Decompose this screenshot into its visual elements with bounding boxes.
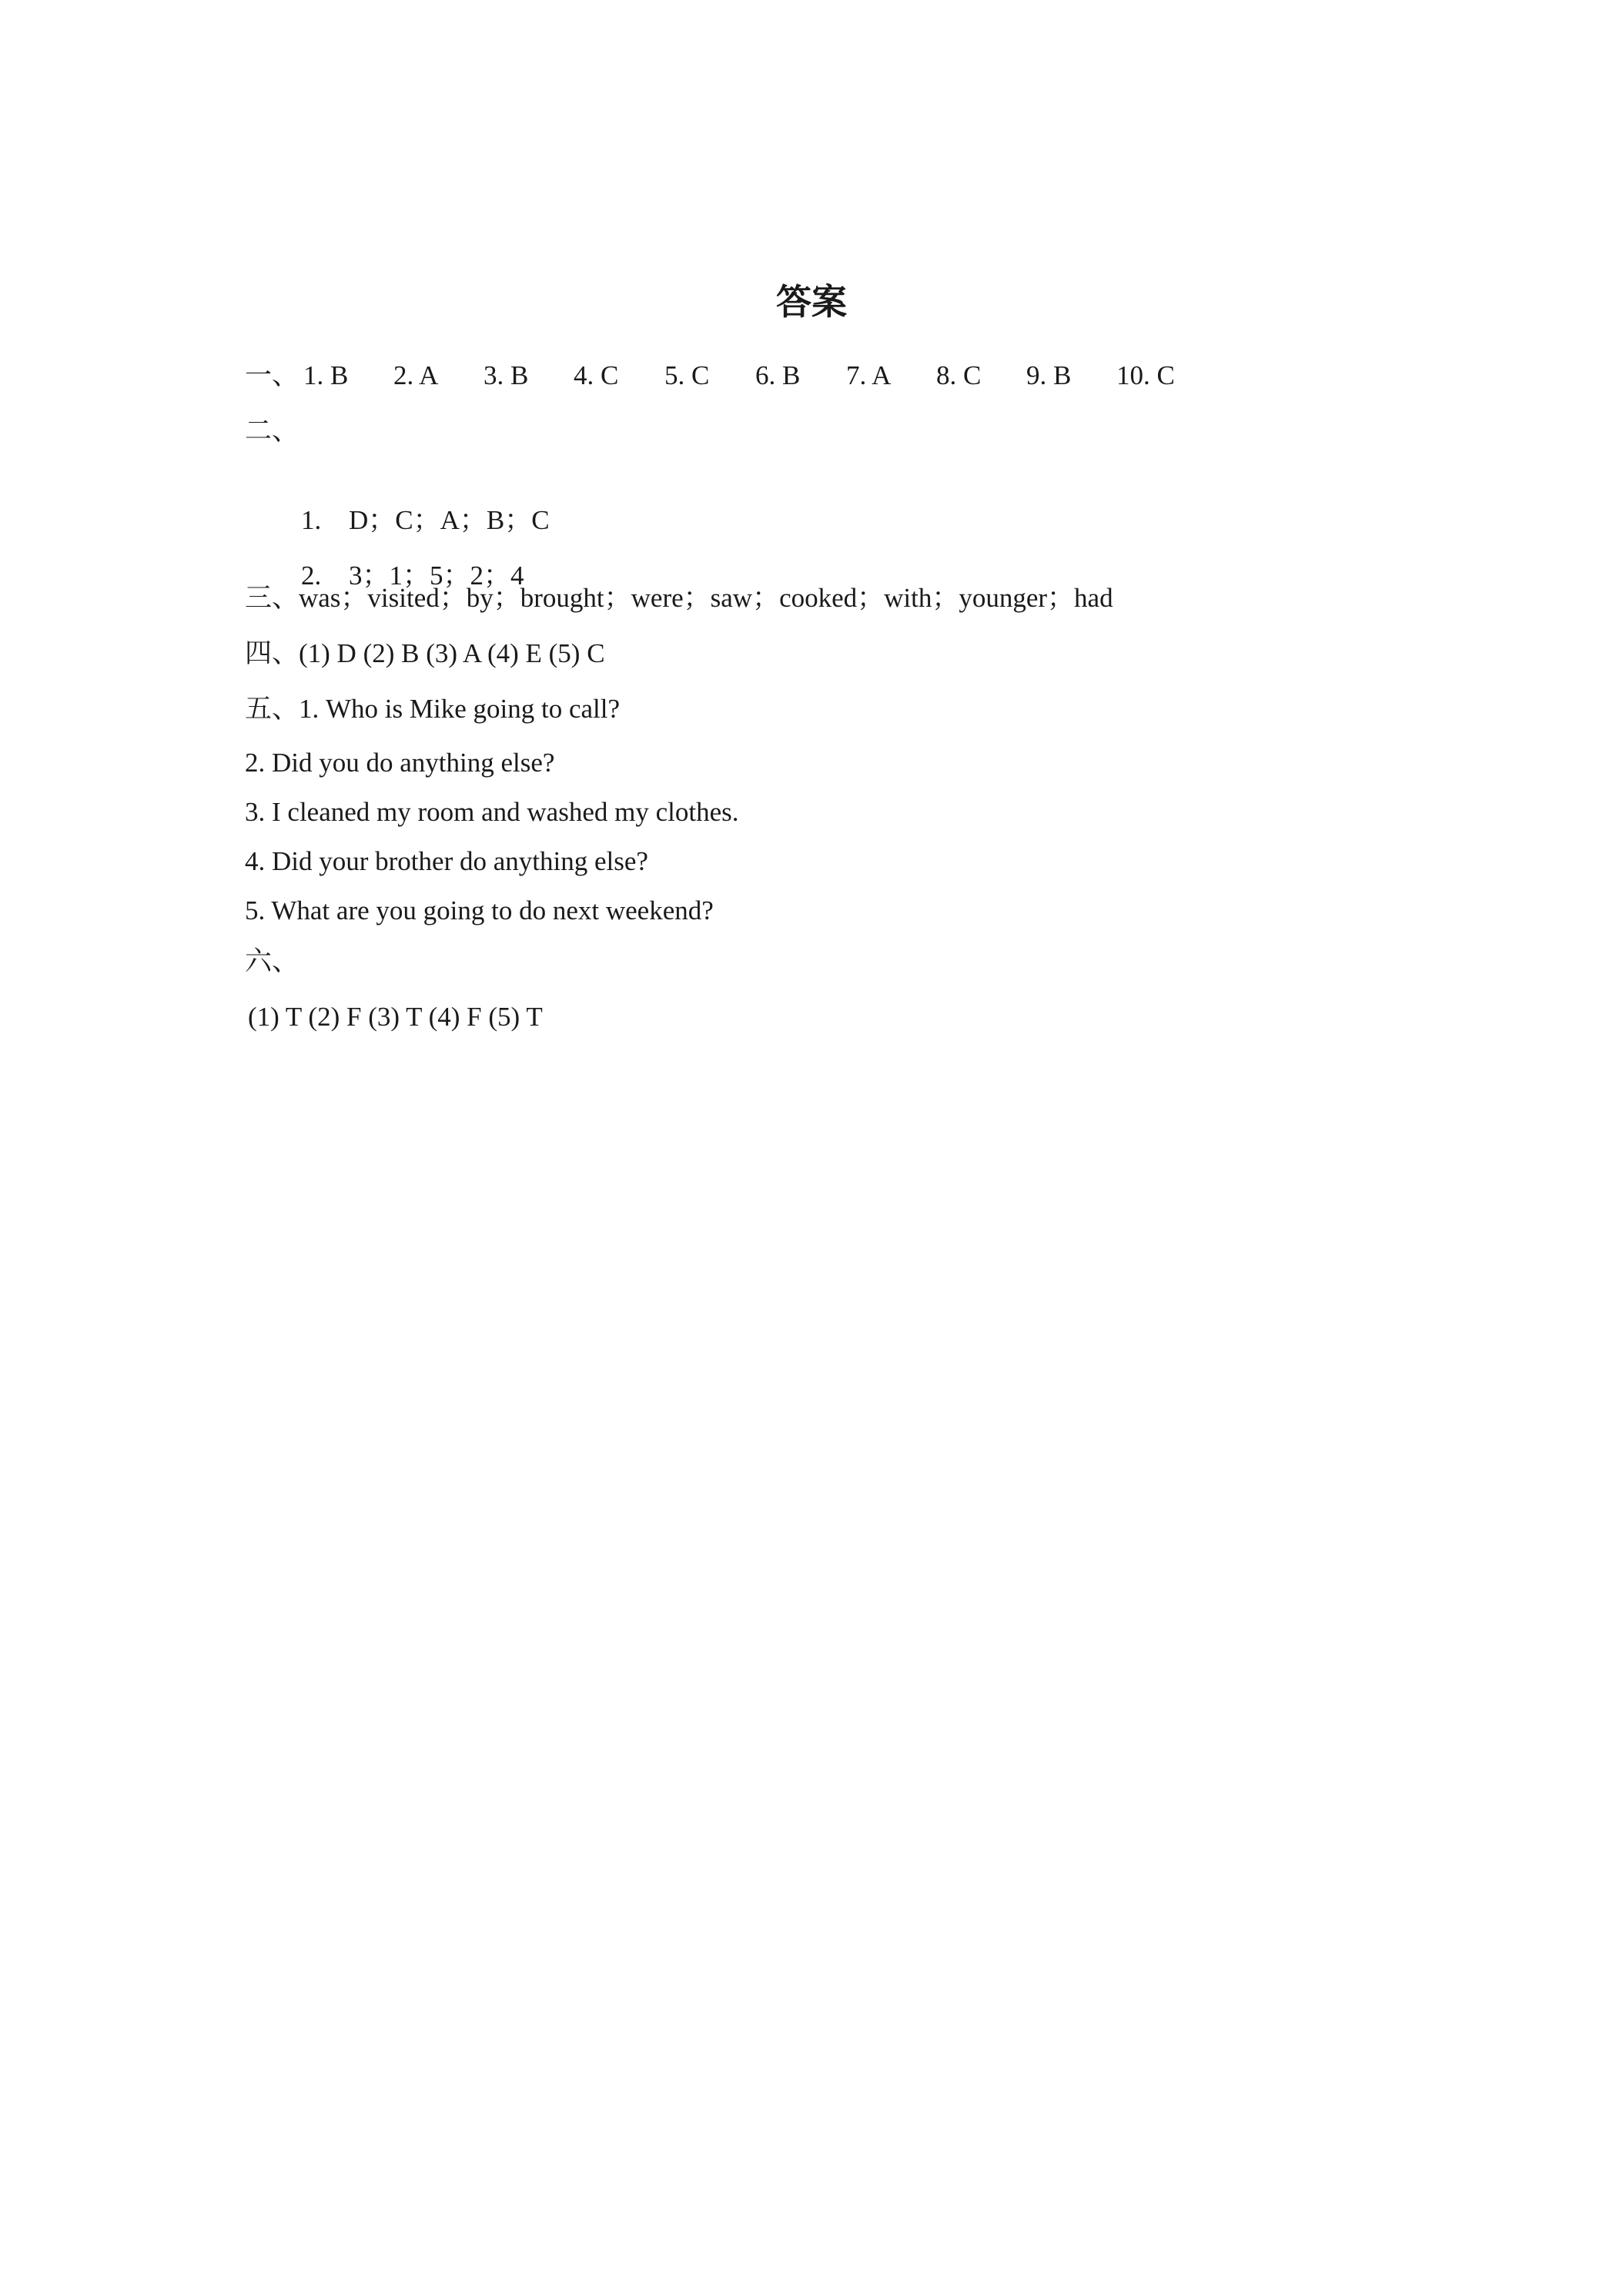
answer-item: 8. C xyxy=(936,360,982,390)
answer-item: 10. C xyxy=(1116,360,1175,390)
page-title: 答案 xyxy=(776,281,847,323)
answer-item: 9. B xyxy=(1026,360,1072,390)
answer-item: 6. B xyxy=(755,360,801,390)
section-3-answers: 三、was；visited；by；brought；were；saw；cooked；with；younger；had xyxy=(245,583,1113,613)
answer-item: 7. A xyxy=(846,360,892,390)
section-5-line: 4. Did your brother do anything else? xyxy=(245,846,648,876)
section-1-answers xyxy=(245,359,1175,393)
answer-item: 4. C xyxy=(574,360,619,390)
sub-answers: D；C；A；B；C xyxy=(349,505,550,535)
section-6-prefix: 六、 xyxy=(245,946,300,976)
section-4-answers: 四、(1) D (2) B (3) A (4) E (5) C xyxy=(245,638,605,668)
answer-item: 2. A xyxy=(393,360,439,390)
section-5-line: 3. I cleaned my room and washed my clothes. xyxy=(245,797,739,827)
section-5-line: 2. Did you do anything else? xyxy=(245,748,555,778)
section-1-prefix: 一、 xyxy=(245,360,300,390)
answer-item: 1. B xyxy=(303,360,349,390)
sub-answers: 3；1；5；2；4 xyxy=(349,561,524,591)
section-2-prefix: 二、 xyxy=(245,416,300,446)
section-6-answers: (1) T (2) F (3) T (4) F (5) T xyxy=(248,1002,543,1032)
answer-item: 5. C xyxy=(664,360,710,390)
answer-item: 3. B xyxy=(484,360,529,390)
sub-number: 1. xyxy=(301,505,322,535)
section-5-line: 5. What are you going to do next weekend? xyxy=(245,895,714,925)
section-5-line: 五、1. Who is Mike going to call? xyxy=(245,694,621,724)
sub-number: 2. xyxy=(301,561,322,591)
